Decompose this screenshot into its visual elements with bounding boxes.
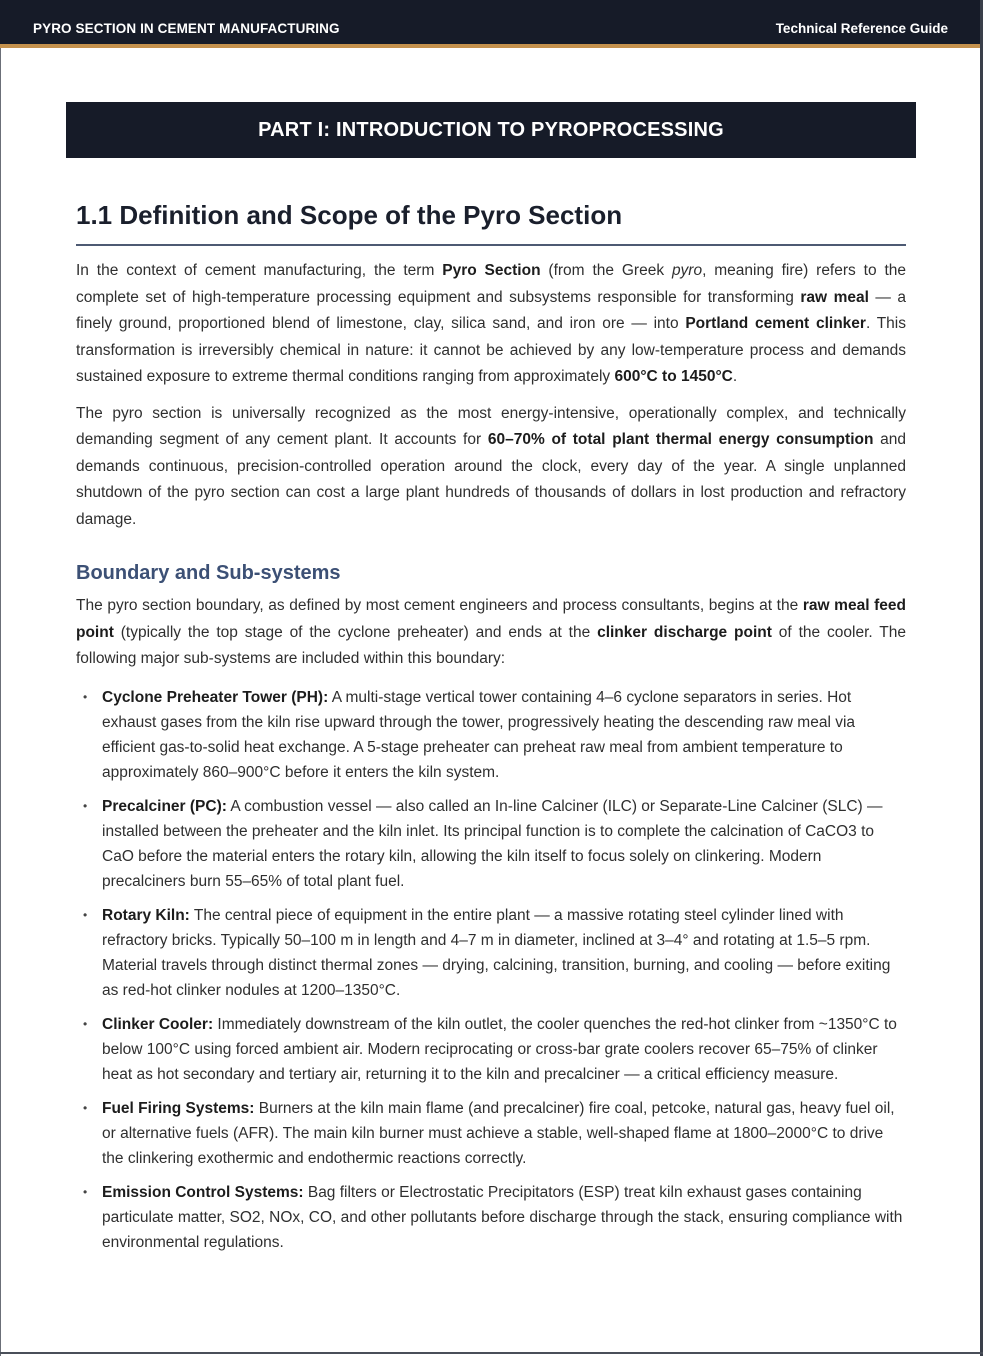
bold-term: 60–70% of total plant thermal energy consumption (487, 431, 874, 449)
bullet-icon: • (83, 1184, 88, 1199)
part-banner: PART I: INTRODUCTION TO PYROPROCESSING (66, 102, 916, 158)
text-run: (from the Greek (540, 262, 672, 280)
text-run: . This transformation is irreversibly chemical in nature: it cannot be achieved by any low-temperature process and demands sustained exposure to extreme thermal conditions ranging from approximately (76, 315, 906, 386)
text-run: (typically the top stage of the cyclone preheater) and ends at the (113, 623, 598, 641)
document-title: PYRO SECTION IN CEMENT MANUFACTURING (33, 21, 340, 36)
energy-paragraph (76, 401, 906, 534)
list-item-text: Bag filters or Electrostatic Precipitators (ESP) treat kiln exhaust gases containing particulate matter, SO2, NOx, CO, and other pollutants before discharge through the stack, ensuring compliance with environmental regulations. (102, 1183, 903, 1251)
list-item (76, 794, 906, 894)
bold-term: Portland cement clinker (685, 315, 866, 333)
page-left-edge (0, 0, 1, 1356)
text-run: . (732, 368, 738, 386)
section-title: 1.1 Definition and Scope of the Pyro Section (76, 200, 906, 246)
list-item-text: A multi-stage vertical tower containing 4–6 cyclone separators in series. Hot exhaust gases from the kiln rise upward through the tower, progressively heating the descending raw meal via efficient gas-to-solid heat exchange. A 5-stage preheater can preheat raw meal from ambient temperature to approximately 860–900°C before it enters the kiln system. (102, 688, 856, 781)
document-subtitle: Technical Reference Guide (775, 21, 948, 36)
text-run: The pyro section boundary, as defined by most cement engineers and process consultants, begins at the (76, 597, 803, 615)
list-item-term: Cyclone Preheater Tower (PH): (102, 688, 329, 706)
intro-paragraph (76, 258, 906, 391)
list-item-text: The central piece of equipment in the entire plant — a massive rotating steel cylinder lined with refractory bricks. Typically 50–100 m in length and 4–7 m in diameter, inclined at 3–4° and rotating at 1.5–5 rpm. Material travels through distinct thermal zones — drying, calcining, transition, burning, and cooling — before exiting as red-hot clinker nodules at 1200–1350°C. (102, 906, 891, 999)
bold-term: raw meal (800, 288, 869, 306)
text-run: , meaning fire) refers to the complete set of high-temperature processing equipment and subsystems responsible for transforming (76, 262, 906, 306)
bullet-icon: • (83, 907, 88, 922)
list-item (76, 1180, 906, 1255)
page-content (76, 200, 906, 1264)
list-item-term: Fuel Firing Systems: (102, 1099, 255, 1117)
subsection-heading: Boundary and Sub-systems (76, 562, 341, 585)
subsystem-list (76, 685, 906, 1255)
text-run: — a finely ground, proportioned blend of limestone, clay, silica sand, and iron ore — into (76, 288, 907, 333)
bullet-icon: • (83, 689, 88, 704)
text-run: In the context of cement manufacturing, the term (76, 262, 443, 280)
list-item-text: Burners at the kiln main flame (and precalciner) fire coal, petcoke, natural gas, heavy fuel oil, or alternative fuels (AFR). The main kiln burner must achieve a stable, well-shaped flame at 1800–2000°C to drive the clinkering exothermic and endothermic reactions correctly. (102, 1099, 895, 1167)
list-item (76, 903, 906, 1003)
list-item-term: Clinker Cooler: (102, 1015, 214, 1033)
bullet-icon: • (83, 1100, 88, 1115)
bold-term: clinker discharge point (597, 623, 772, 641)
bold-term: Pyro Section (442, 262, 541, 280)
italic-term: pyro (671, 262, 703, 280)
bullet-icon: • (83, 1016, 88, 1031)
list-item-term: Precalciner (PC): (102, 797, 227, 815)
list-item-term: Emission Control Systems: (102, 1183, 304, 1201)
list-item-text: A combustion vessel — also called an In-line Calciner (ILC) or Separate-Line Calciner (SLC) — installed between the preheater and the kiln inlet. Its principal function is to complete the calcination of CaCO3 to CaO before the material enters the rotary kiln, allowing the kiln itself to focus solely on clinkering. Modern precalciners burn 55–65% of total plant fuel. (102, 797, 883, 890)
document-header-bar (0, 0, 980, 48)
list-item (76, 1012, 906, 1087)
list-item-text: Immediately downstream of the kiln outlet, the cooler quenches the red-hot clinker from ~1350°C to below 100°C using forced ambient air. Modern reciprocating or cross-bar grate coolers recover 65–75% of clinker heat as hot secondary and tertiary air, returning it to the kiln and precalciner — a critical efficiency measure. (102, 1015, 897, 1083)
boundary-paragraph (76, 593, 906, 673)
list-item (76, 685, 906, 785)
list-item (76, 1096, 906, 1171)
bold-term: 600°C to 1450°C (614, 368, 733, 386)
text-run: and demands continuous, precision-controlled operation around the clock, every day of the year. A single unplanned shutdown of the pyro section can cost a large plant hundreds of thousands of dollars in lost production and refractory damage. (76, 431, 906, 528)
bold-term: raw meal feed point (76, 597, 907, 641)
page-bottom-rule (0, 1352, 983, 1354)
text-run: The pyro section is universally recognized as the most energy-intensive, operationally complex, and technically demanding segment of any cement plant. It accounts for (76, 404, 906, 449)
bullet-icon: • (83, 798, 88, 813)
text-run: of the cooler. The following major sub-systems are included within this boundary: (76, 623, 906, 668)
list-item-term: Rotary Kiln: (102, 906, 190, 924)
